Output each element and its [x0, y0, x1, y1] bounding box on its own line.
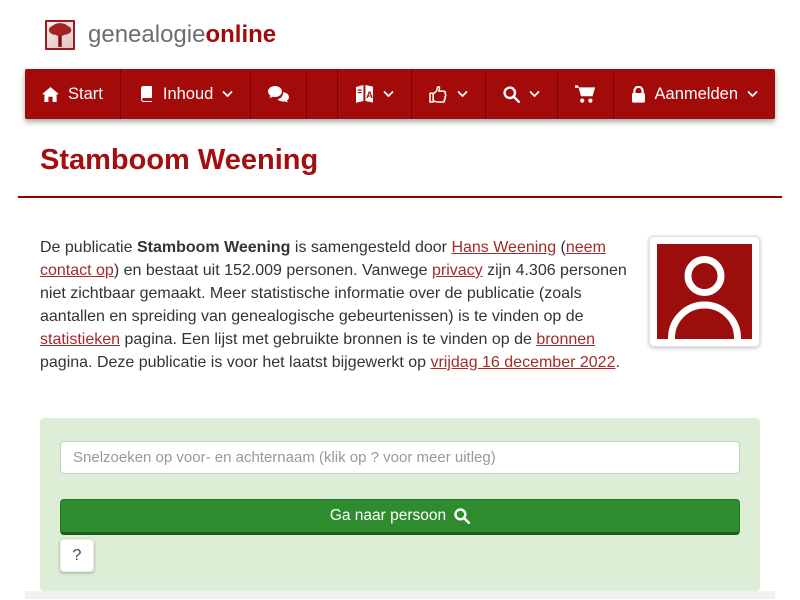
intro-text-segment: is samengesteld door — [290, 239, 452, 256]
intro-link[interactable]: vrijdag 16 december 2022 — [430, 354, 616, 371]
publication-intro — [40, 236, 760, 374]
nav-item-inhoud[interactable] — [121, 69, 251, 119]
thumbs-up-icon — [429, 86, 448, 103]
nav-item-aanmelden[interactable] — [614, 69, 775, 119]
intro-link[interactable]: neem contact op — [40, 239, 606, 279]
intro-link[interactable]: bronnen — [536, 331, 596, 348]
quick-search-panel — [40, 418, 760, 591]
cart-icon — [575, 85, 596, 103]
chevron-down-icon — [529, 90, 540, 98]
chevron-down-icon — [747, 90, 758, 98]
brand-name-part1: genealogie — [88, 20, 206, 48]
search-icon — [454, 508, 470, 524]
intro-bold-text: Stamboom Weening — [136, 239, 291, 256]
chevron-down-icon — [457, 90, 468, 98]
nav-label-inhoud: Inhoud — [162, 84, 214, 103]
intro-text-segment: De publicatie — [40, 239, 137, 256]
nav-item-start[interactable] — [25, 69, 121, 119]
go-to-person-button[interactable] — [60, 499, 740, 535]
intro-text-segment: . — [615, 354, 620, 371]
nav-item-cart[interactable] — [558, 69, 614, 119]
intro-text-segment: ( — [556, 239, 566, 256]
main-navbar — [25, 69, 775, 119]
title-divider — [18, 196, 782, 198]
publication-avatar[interactable] — [649, 236, 760, 347]
nav-item-search[interactable] — [486, 69, 558, 119]
nav-item-language[interactable] — [338, 69, 412, 119]
chevron-down-icon — [383, 90, 394, 98]
intro-text-segment: zijn 4.306 personen niet zichtbaar gemaakt. Meer statistische informatie over de publicatie (zoals aantallen en spreiding van genealogische gebeurtenissen) is te vinden op de — [40, 262, 627, 325]
intro-link[interactable]: privacy — [431, 262, 483, 279]
tree-icon — [48, 22, 72, 48]
lower-section-edge — [25, 591, 775, 599]
nav-spacer — [307, 69, 337, 119]
nav-label-aanmelden: Aanmelden — [654, 84, 738, 103]
intro-link[interactable]: statistieken — [40, 331, 121, 348]
intro-text-segment: pagina. Een lijst met gebruikte bronnen is te vinden op de — [120, 331, 537, 348]
search-help-button[interactable]: ? — [60, 539, 94, 572]
search-icon — [503, 86, 520, 103]
intro-text-segment: pagina. Deze publicatie is voor het laatst bijgewerkt op — [40, 354, 431, 371]
quick-search-input[interactable] — [60, 441, 740, 474]
site-logo[interactable] — [45, 20, 75, 50]
chevron-down-icon — [222, 90, 233, 98]
go-to-person-label: Ga naar persoon — [329, 507, 447, 524]
svg-text:A: A — [365, 89, 373, 101]
book-icon — [138, 86, 154, 102]
page-title: Stamboom Weening — [40, 144, 319, 176]
nav-item-forum[interactable] — [251, 69, 307, 119]
site-header — [0, 0, 800, 69]
language-icon — [355, 85, 374, 104]
home-icon — [42, 87, 59, 102]
brand-name[interactable] — [88, 21, 276, 49]
nav-label-start: Start — [68, 84, 103, 103]
nav-item-like[interactable] — [412, 69, 486, 119]
intro-link[interactable]: Hans Weening — [451, 239, 557, 256]
lock-icon — [631, 86, 646, 103]
intro-text-segment: ) en bestaat uit 152.009 personen. Vanwege — [113, 262, 432, 279]
intro-paragraph — [40, 236, 636, 374]
person-icon — [657, 244, 752, 339]
brand-name-part2: online — [205, 20, 277, 48]
comments-icon — [268, 86, 289, 103]
